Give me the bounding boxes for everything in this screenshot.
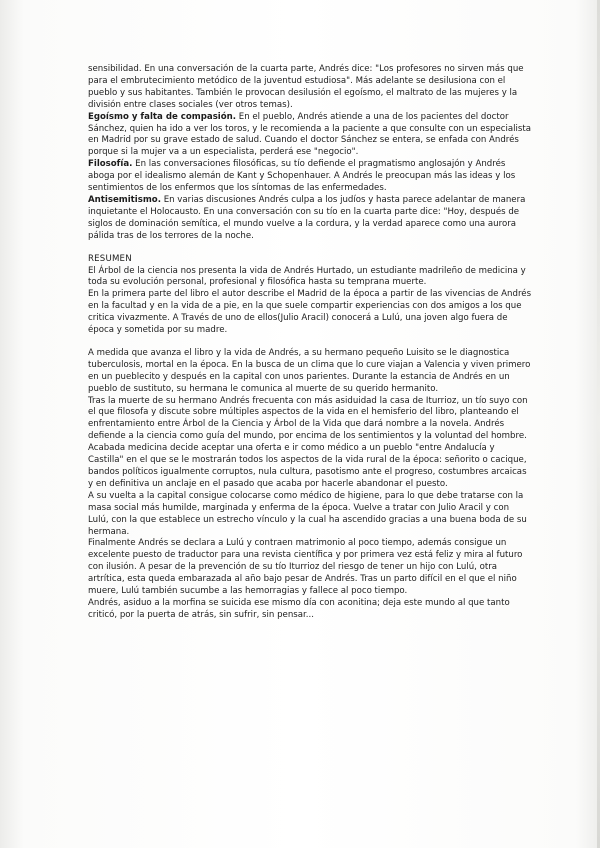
topic-heading-filosofia: Filosofía. bbox=[88, 159, 133, 170]
resumen-paragraph-6: A su vuelta a la capital consigue colocarse como médico de higiene, para lo que debe tratarse con la masa social más humilde, marginada y enferma de la época. Vuelve a tratar con Julio Aracil y con Lulú, con la que establece un estrecho vínculo y la cual ha ascendido gracias a una buena boda de su hermana. bbox=[88, 490, 527, 537]
resumen-paragraph-1: El Árbol de la ciencia nos presenta la vida de Andrés Hurtado, un estudiante madrileño de medicina y toda su evolución personal, profesional y filosófica hasta su temprana muerte. bbox=[88, 265, 526, 288]
resumen-paragraph-8: Andrés, asiduo a la morfina se suicida ese mismo día con aconitina; deja este mundo al que tanto criticó, por la puerta de atrás, sin sufrir, sin pensar... bbox=[88, 597, 510, 620]
paragraph-egoismo bbox=[88, 112, 532, 160]
resumen-paragraph-2: En la primera parte del libro el autor describe el Madrid de la época a partir de las vivencias de Andrés en la facultad y en la vida de a pie, en la que suele compartir experiencias con dos amigos a los que critica vivazmente. A Través de uno de ellos(Julio Aracil) conocerá a Lulú, una joven algo fuera de época y sometida por su madre. bbox=[88, 289, 532, 336]
topic-text-filosofia: En las conversaciones filosóficas, su tío defiende el pragmatismo anglosajón y Andrés aboga por el idealismo alemán de Kant y Schopenhauer. A Andrés le preocupan más las ideas y los sentimientos de los enfermos que los síntomas de las enfermedades. bbox=[88, 159, 516, 194]
topic-text-antisemitismo: En varias discusiones Andrés culpa a los judíos y hasta parece adelantar de manera inquietante el Holocausto. En una conversación con su tío en la cuarta parte dice: "Hoy, después de siglos de dominación semítica, el mundo vuelve a la cordura, y la verdad aparece como una aurora pálida tras de los terrores de la noche. bbox=[88, 194, 526, 241]
resumen-paragraph-4: Tras la muerte de su hermano Andrés frecuenta con más asiduidad la casa de Iturrioz, un tío suyo con el que filosofa y discute sobre múltiples aspectos de la vida en el hemisferio del libro, planteando el enfrentamiento entre Árbol de la Ciencia y Árbol de la Vida que dará nombre a la novela. Andrés defiende a la ciencia como guía del mundo, por encima de los sentimientos y la voluntad del hombre. bbox=[88, 395, 528, 442]
topic-heading-egoismo: Egoísmo y falta de compasión. bbox=[88, 111, 237, 122]
topic-text-egoismo: En el pueblo, Andrés atiende a una de los pacientes del doctor Sánchez, quien ha ido a ver los toros, y le recomienda a la paciente a que consulte con un especialista en Madrid por su grave estado de salud. Cuando el doctor Sánchez se entera, se enfada con Andrés porque si la mujer va a un especialista, perderá ese "negocio". bbox=[88, 111, 532, 158]
resumen-paragraph-3: A medida que avanza el libro y la vida de Andrés, a su hermano pequeño Luisito se le diagnostica tuberculosis, mortal en la época. En la busca de un clima que lo cure viajan a Valencia y viven primero en un pueblecito y después en la capital con unos parientes. Durante la estancia de Andrés en un pueblo de sustituto, su hermana le comunica al muerte de su querido hermanito. bbox=[88, 347, 531, 394]
paragraph-antisemitismo bbox=[88, 195, 532, 243]
topic-heading-antisemitismo: Antisemitismo. bbox=[88, 194, 161, 205]
paragraph-filosofia bbox=[88, 159, 532, 195]
section-heading-resumen: RESUMEN bbox=[88, 253, 132, 264]
resumen-paragraph-7: Finalmente Andrés se declara a Lulú y contraen matrimonio al poco tiempo, además consigue un excelente puesto de traductor para una revista científica y por primera vez está feliz y mira al futuro con ilusión. A pesar de la prevención de su tío Iturrioz del riesgo de tener un hijo con Lulú, otra artrítica, esta queda embarazada al año bajo pesar de Andrés. Tras un parto difícil en el que el niño muere, Lulú también sucumbe a las hemorragias y fallece al poco tiempo. bbox=[88, 538, 523, 597]
paragraph-sensibilidad: sensibilidad. En una conversación de la cuarta parte, Andrés dice: "Los profesores no sirven más que para el embrutecimiento metódico de la juventud estudiosa". Más adelante se desilusiona con el pueblo y sus habitantes. También le provocan desilusión el egoísmo, el maltrato de las mujeres y la división entre clases sociales (ver otros temas). bbox=[88, 64, 524, 110]
resumen-paragraph-5: Acabada medicina decide aceptar una oferta e ir como médico a un pueblo "entre Andalucía y Castilla" en el que se le mostrarán todos los aspectos de la vida rural de la época: señorito o cacique, bandos políticos igualmente corruptos, nula cultura, pasotismo ante el progreso, costumbres arcaicas y en definitiva un anclaje en el pasado que acaba por hacerle abandonar el puesto. bbox=[88, 443, 527, 489]
document-body bbox=[88, 64, 532, 622]
